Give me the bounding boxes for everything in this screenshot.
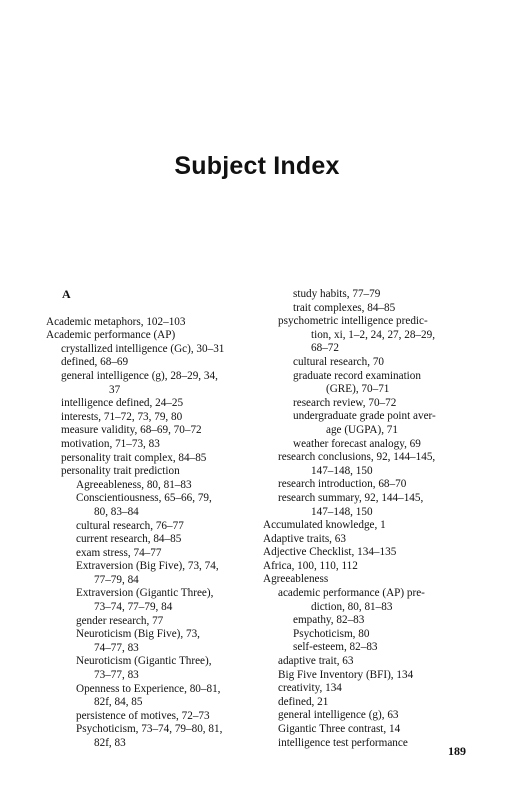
index-entry: Gigantic Three contrast, 14 xyxy=(278,723,401,735)
index-entry: gender research, 77 xyxy=(76,614,164,627)
index-entry: 82f, 84, 85 xyxy=(94,696,143,709)
index-entry: 73–74, 77–79, 84 xyxy=(94,601,173,614)
index-entry: Agreeableness, 80, 81–83 xyxy=(76,478,192,491)
index-entry: Extraversion (Big Five), 73, 74, xyxy=(76,560,219,573)
index-entry: 147–148, 150 xyxy=(311,464,373,477)
index-entry: 77–79, 84 xyxy=(94,573,139,586)
index-entry: measure validity, 68–69, 70–72 xyxy=(61,424,202,437)
index-entry: tion, xi, 1–2, 24, 27, 28–29, xyxy=(311,328,435,341)
index-entry: Extraversion (Gigantic Three), xyxy=(76,587,214,600)
index-entry: 147–148, 150 xyxy=(311,505,373,518)
index-column-right xyxy=(263,288,475,750)
index-entry: cultural research, 70 xyxy=(293,355,385,368)
index-entry: Adjective Checklist, 134–135 xyxy=(263,546,397,559)
index-column-left xyxy=(46,288,258,751)
index-entry: defined, 68–69 xyxy=(61,356,129,369)
index-entry: intelligence defined, 24–25 xyxy=(61,397,184,410)
index-entry: Neuroticism (Gigantic Three), xyxy=(76,655,212,668)
index-entry: adaptive trait, 63 xyxy=(278,655,354,668)
index-entry: personality trait prediction xyxy=(61,465,180,478)
index-entry: 74–77, 83 xyxy=(94,641,139,654)
index-entry: 37 xyxy=(109,383,121,396)
index-entry: self-esteem, 82–83 xyxy=(293,641,378,654)
index-entry: exam stress, 74–77 xyxy=(76,546,162,559)
index-entry: 68–72 xyxy=(311,342,339,355)
index-entry: Accumulated knowledge, 1 xyxy=(263,519,386,532)
index-entry: 82f, 83 xyxy=(94,737,126,749)
index-entry: Openness to Experience, 80–81, xyxy=(76,682,221,695)
index-entry: research conclusions, 92, 144–145, xyxy=(278,451,436,464)
index-entry: general intelligence (g), 63 xyxy=(278,709,399,722)
index-entry: age (UGPA), 71 xyxy=(326,423,398,436)
index-entry: Agreeableness xyxy=(263,573,329,586)
index-entry: research review, 70–72 xyxy=(293,396,397,409)
index-entry: general intelligence (g), 28–29, 34, xyxy=(61,369,218,382)
index-entry: current research, 84–85 xyxy=(76,533,182,546)
index-entry: (GRE), 70–71 xyxy=(326,383,390,396)
index-entry: study habits, 77–79 xyxy=(293,288,381,300)
page-title: Subject Index xyxy=(174,152,340,180)
index-entry: creativity, 134 xyxy=(278,682,342,695)
index-entry: defined, 21 xyxy=(278,695,329,708)
index-entry: Neuroticism (Big Five), 73, xyxy=(76,628,200,641)
index-entry: Adaptive traits, 63 xyxy=(263,532,346,545)
index-entry: cultural research, 76–77 xyxy=(76,519,184,532)
index-entry: Big Five Inventory (BFI), 134 xyxy=(278,668,414,681)
page-number: 189 xyxy=(448,744,466,758)
index-entries-left xyxy=(46,316,258,751)
index-entry: academic performance (AP) pre- xyxy=(278,587,425,600)
index-entry: weather forecast analogy, 69 xyxy=(293,437,421,450)
index-entry: trait complexes, 84–85 xyxy=(293,301,396,314)
index-entry: research introduction, 68–70 xyxy=(278,478,407,491)
section-letter: A xyxy=(62,287,71,301)
index-entry: persistence of motives, 72–73 xyxy=(76,709,210,722)
index-entry: diction, 80, 81–83 xyxy=(311,600,393,613)
index-entry: Academic performance (AP) xyxy=(46,329,176,342)
index-entry: research summary, 92, 144–145, xyxy=(278,491,424,504)
index-entry: Psychoticism, 80 xyxy=(293,627,370,640)
index-entry: empathy, 82–83 xyxy=(293,614,365,627)
index-entry: personality trait complex, 84–85 xyxy=(61,451,207,464)
index-entry: graduate record examination xyxy=(293,369,421,382)
index-entry: crystallized intelligence (Gc), 30–31 xyxy=(61,342,225,355)
index-entry: Academic metaphors, 102–103 xyxy=(46,315,186,328)
index-entry: Conscientiousness, 65–66, 79, xyxy=(76,492,212,505)
index-entry: undergraduate grade point aver- xyxy=(293,410,436,423)
index-entry: 80, 83–84 xyxy=(94,505,139,518)
index-entry: intelligence test performance xyxy=(278,736,408,749)
index-entry: Psychoticism, 73–74, 79–80, 81, xyxy=(76,723,223,736)
index-entry: interests, 71–72, 73, 79, 80 xyxy=(61,410,183,423)
index-entries-right xyxy=(263,288,475,750)
index-entry: Africa, 100, 110, 112 xyxy=(263,559,358,572)
index-entry: psychometric intelligence predic- xyxy=(278,315,428,328)
index-entry: motivation, 71–73, 83 xyxy=(61,437,160,450)
index-entry: 73–77, 83 xyxy=(94,669,139,682)
